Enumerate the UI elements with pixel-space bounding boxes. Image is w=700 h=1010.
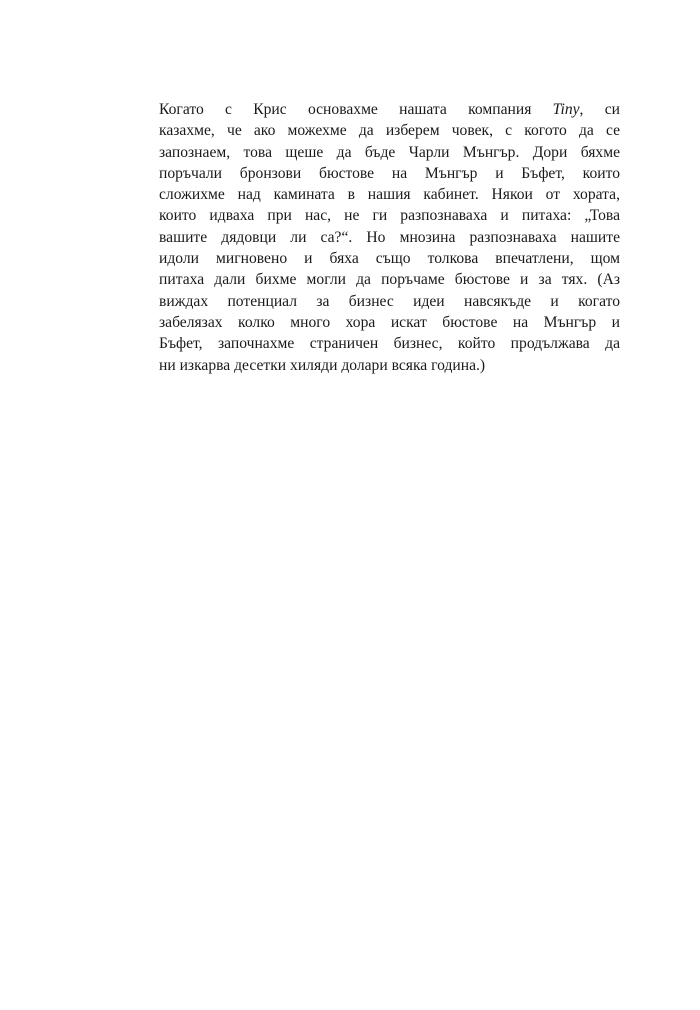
line-1-text: Когато с Крис основахме нашата компания — [159, 101, 553, 118]
paragraph-line-12: Бъфет, започнахме страничен бизнес, който продължава да — [159, 335, 620, 353]
body-paragraph — [159, 99, 620, 376]
paragraph-line-10: виждах потенциал за бизнес идеи навсякъде и когато — [159, 292, 620, 310]
paragraph-line-5: сложихме над камината в нашия кабинет. Някои от хората, — [159, 186, 620, 204]
company-name: Tiny — [552, 101, 580, 118]
paragraph-line-8: идоли мигновено и бяха също толкова впечатлени, щом — [159, 250, 620, 268]
paragraph-line-4: поръчали бронзови бюстове на Мънгър и Бъфет, които — [159, 164, 620, 182]
paragraph-line-11: забелязах колко много хора искат бюстове на Мънгър и — [159, 313, 620, 331]
paragraph-line-6: които идваха при нас, не ги разпознаваха и питаха: „Това — [159, 207, 620, 225]
line-1-tail: , си — [579, 101, 620, 118]
paragraph-line-2: казахме, че ако можехме да изберем човек, с когото да се — [159, 122, 620, 140]
paragraph-line-7: вашите дядовци ли са?“. Но мнозина разпознаваха нашите — [159, 228, 620, 246]
paragraph-line-1 — [159, 99, 620, 120]
paragraph-line-13: ни изкарва десетки хиляди долари всяка година.) — [159, 356, 486, 374]
paragraph-line-9: питаха дали бихме могли да поръчаме бюстове и за тях. (Аз — [159, 271, 620, 289]
paragraph-line-3: запознаем, това щеше да бъде Чарли Мънгър. Дори бяхме — [159, 143, 620, 161]
